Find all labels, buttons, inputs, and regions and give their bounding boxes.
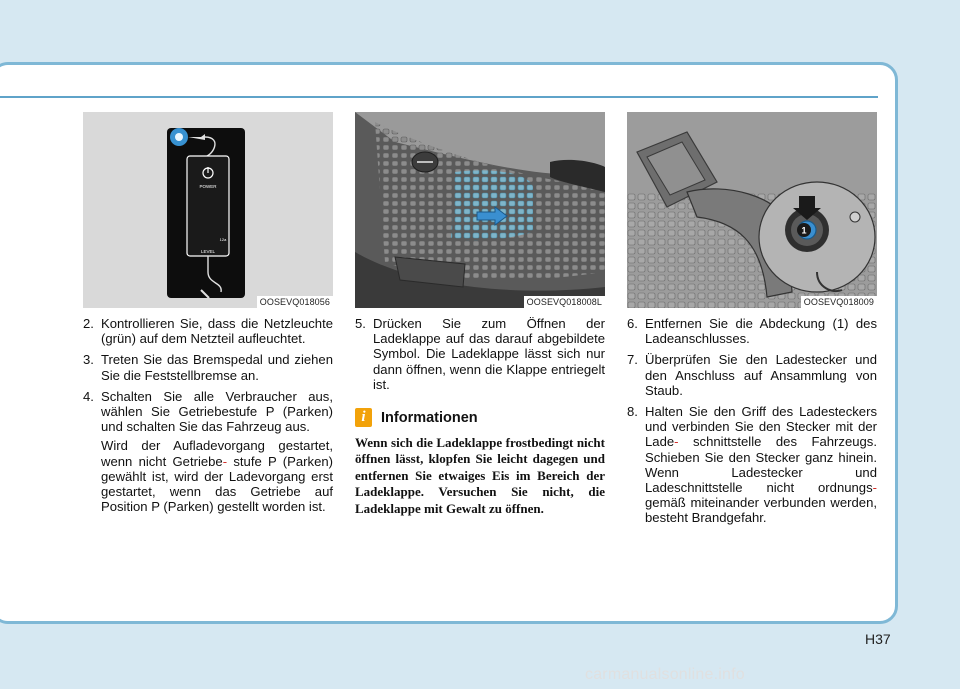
step-number: 2. — [83, 316, 94, 331]
step-6 — [627, 316, 877, 346]
figure-caption: OOSEVQ018009 — [801, 296, 877, 308]
info-heading — [355, 408, 605, 427]
column-3 — [627, 112, 877, 532]
step-text-a: Halten Sie den Griff des Ladesteckers und verbinden Sie den Stecker mit der Lade — [645, 404, 877, 450]
header-rule — [0, 96, 878, 98]
watermark[interactable]: carmanualsonline.info — [585, 666, 745, 683]
column-1 — [83, 112, 333, 514]
step-5 — [355, 316, 605, 392]
power-label: POWER — [199, 184, 217, 189]
step-text: Kontrollieren Sie, dass die Netzleuchte (grün) auf dem Netzteil aufleuchtet. — [101, 316, 333, 347]
figure-caption: OOSEVQ018008L — [524, 296, 605, 308]
charging-port-illustration — [627, 112, 877, 308]
step-7 — [627, 352, 877, 398]
car-front-illustration — [355, 112, 605, 308]
step-number: 8. — [627, 404, 638, 420]
step-text: Entfernen Sie die Abdeckung (1) des Ladeanschlusses. — [645, 316, 877, 347]
step-number: 3. — [83, 352, 94, 368]
step-number: 7. — [627, 352, 638, 368]
step-4-note — [83, 438, 333, 514]
step-number: 5. — [355, 316, 366, 331]
step-text: Drücken Sie zum Öffnen der Ladeklappe auf das darauf abgebildete Symbol. Die Ladeklappe lässt sich nur dann öffnen, wenn die Klappe entriegelt ist. — [373, 316, 605, 392]
figure-caption: OOSEVQ018056 — [257, 296, 333, 308]
level-label: LEVEL — [200, 249, 216, 254]
info-title: Informationen — [381, 409, 478, 426]
figure-charger-unit — [83, 112, 333, 308]
step-text: Schalten Sie alle Verbraucher aus, wählen Sie Getriebestufe P (Parken) und schalten Sie das Fahrzeug aus. — [101, 388, 333, 435]
hyphen-mark: - — [222, 453, 228, 469]
step-3 — [83, 352, 333, 382]
step-number: 6. — [627, 316, 638, 331]
column-2 — [355, 112, 605, 517]
figure-charge-door — [355, 112, 605, 308]
hyphen-mark: - — [674, 434, 679, 450]
charge-door-panel — [451, 170, 533, 241]
step-2 — [83, 316, 333, 346]
step-number: 4. — [83, 388, 94, 404]
step-text-b: schnittstelle des Fahrzeugs. Schieben Sie den Stecker ganz hinein. Wenn Ladestecker und Ladeschnittstelle nicht ordnungs — [645, 434, 877, 496]
step-text: Treten Sie das Bremspedal und ziehen Sie die Feststellbremse an. — [101, 352, 333, 383]
note-text-a: Wird der Aufladevorgang gestartet, wenn nicht Getriebe — [101, 438, 333, 469]
step-4 — [83, 389, 333, 435]
info-icon: i — [355, 408, 372, 427]
info-text: Wenn sich die Ladeklappe frostbedingt nicht öffnen lässt, klopfen Sie leicht dagegen und entfernen Sie etwaiges Eis im Bereich der Ladeklappe. Versuchen Sie nicht, die Ladeklappe mit Gewalt zu öffnen. — [355, 435, 605, 516]
callout-number: 1 — [801, 225, 807, 236]
charger-illustration — [83, 112, 333, 308]
page-number: H37 — [865, 631, 891, 647]
step-8 — [627, 404, 877, 526]
step-text-c: gemäß miteinander verbunden werden, besteht Brandgefahr. — [645, 495, 877, 526]
note-text-b: stufe P (Parken) gewählt ist, wird der Ladevorgang erst gestartet, wenn das Getriebe auf Position P (Parken) gestellt worden ist. — [101, 453, 333, 515]
hyphen-mark: - — [872, 480, 877, 496]
figure-charging-port — [627, 112, 877, 308]
volt-label: 12a — [219, 237, 227, 242]
step-text: Überprüfen Sie den Ladestecker und den Anschluss auf Ansammlung von Staub. — [645, 352, 877, 398]
